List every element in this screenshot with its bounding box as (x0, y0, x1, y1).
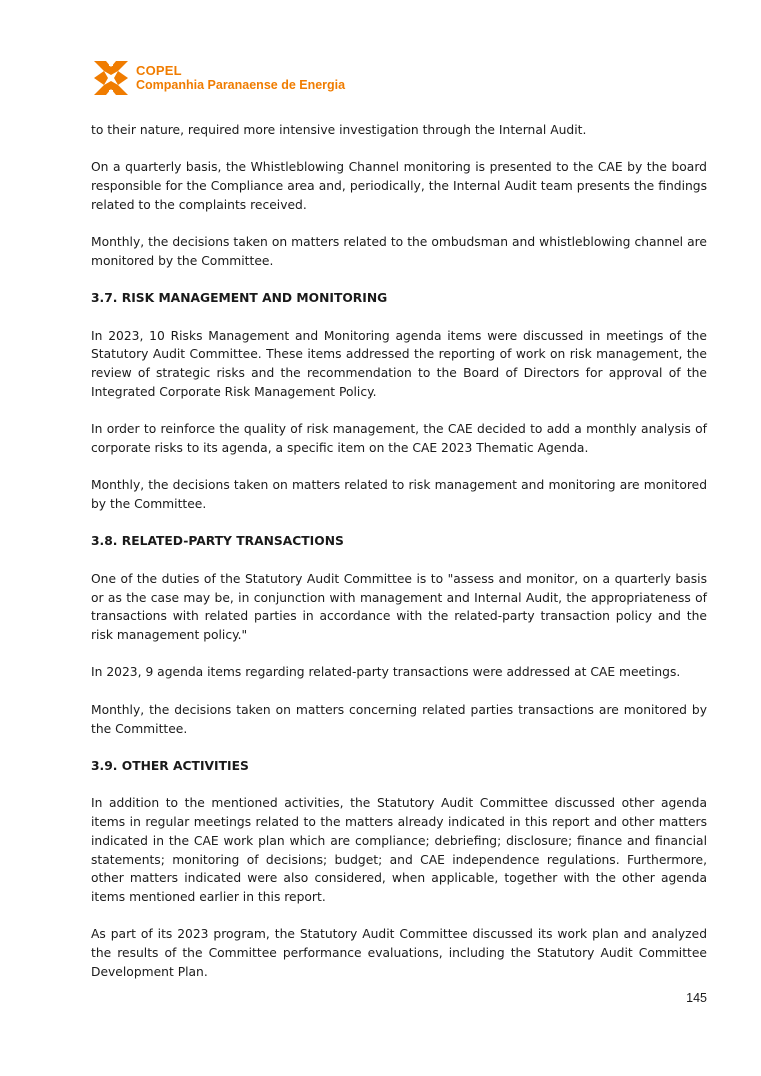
document-body (91, 121, 707, 1000)
paragraph: In 2023, 9 agenda items regarding related-party transactions were addressed at CAE meetings. (91, 665, 681, 680)
paragraph: Monthly, the decisions taken on matters related to the ombudsman and whistleblowing channel are monitored by the Committee. (91, 235, 707, 268)
paragraph: Monthly, the decisions taken on matters related to risk management and monitoring are monitored by the Committee. (91, 478, 707, 512)
paragraph: In addition to the mentioned activities, the Statutory Audit Committee discussed other agenda items in regular meetings related to the matters already indicated in this report and other matters indicated in the CAE work plan which are compliance; debriefing; disclosure; finance and financial statements; monitoring of decisions; budget; and CAE independence regulations. Furthermore, other matters indicated were also considered, when applicable, together with the other agenda items mentioned earlier in this report. (91, 796, 707, 905)
copel-logo-icon (92, 59, 130, 97)
paragraph: One of the duties of the Statutory Audit Committee is to "assess and monitor, on a quarterly basis or as the case may be, in conjunction with management and Internal Audit, the appropriateness of transactions with related parties in accordance with the related-party transaction policy and the risk management policy." (91, 571, 707, 643)
company-name (136, 64, 345, 92)
paragraph: As part of its 2023 program, the Statutory Audit Committee discussed its work plan and analyzed the results of the Committee performance evaluations, including the Statutory Audit Committee Development Plan. (91, 927, 707, 979)
paragraph: to their nature, required more intensive investigation through the Internal Audit. (91, 123, 587, 137)
paragraph: In order to reinforce the quality of risk management, the CAE decided to add a monthly analysis of corporate risks to its agenda, a specific item on the CAE 2023 Thematic Agenda. (91, 422, 707, 456)
page-number: 145 (686, 991, 707, 1005)
section-heading-3-7: 3.7. RISK MANAGEMENT AND MONITORING (91, 291, 388, 306)
section-heading-3-9: 3.9. OTHER ACTIVITIES (91, 758, 249, 773)
section-heading-3-8: 3.8. RELATED-PARTY TRANSACTIONS (91, 534, 344, 549)
logo-full-name: Companhia Paranaense de Energia (136, 78, 346, 92)
paragraph: In 2023, 10 Risks Management and Monitoring agenda items were discussed in meetings of the Statutory Audit Committee. These items addressed the reporting of work on risk management, the review of strategic risks and the recommendation to the Board of Directors for approval of the Integrated Corporate Risk Management Policy. (91, 328, 707, 399)
logo-short-name: COPEL (136, 63, 182, 78)
paragraph: Monthly, the decisions taken on matters concerning related parties transactions are monitored by the Committee. (91, 702, 707, 736)
paragraph: On a quarterly basis, the Whistleblowing Channel monitoring is presented to the CAE by the board responsible for the Compliance area and, periodically, the Internal Audit team presents the findings related to the complaints received. (91, 160, 707, 212)
page-header (92, 58, 345, 98)
